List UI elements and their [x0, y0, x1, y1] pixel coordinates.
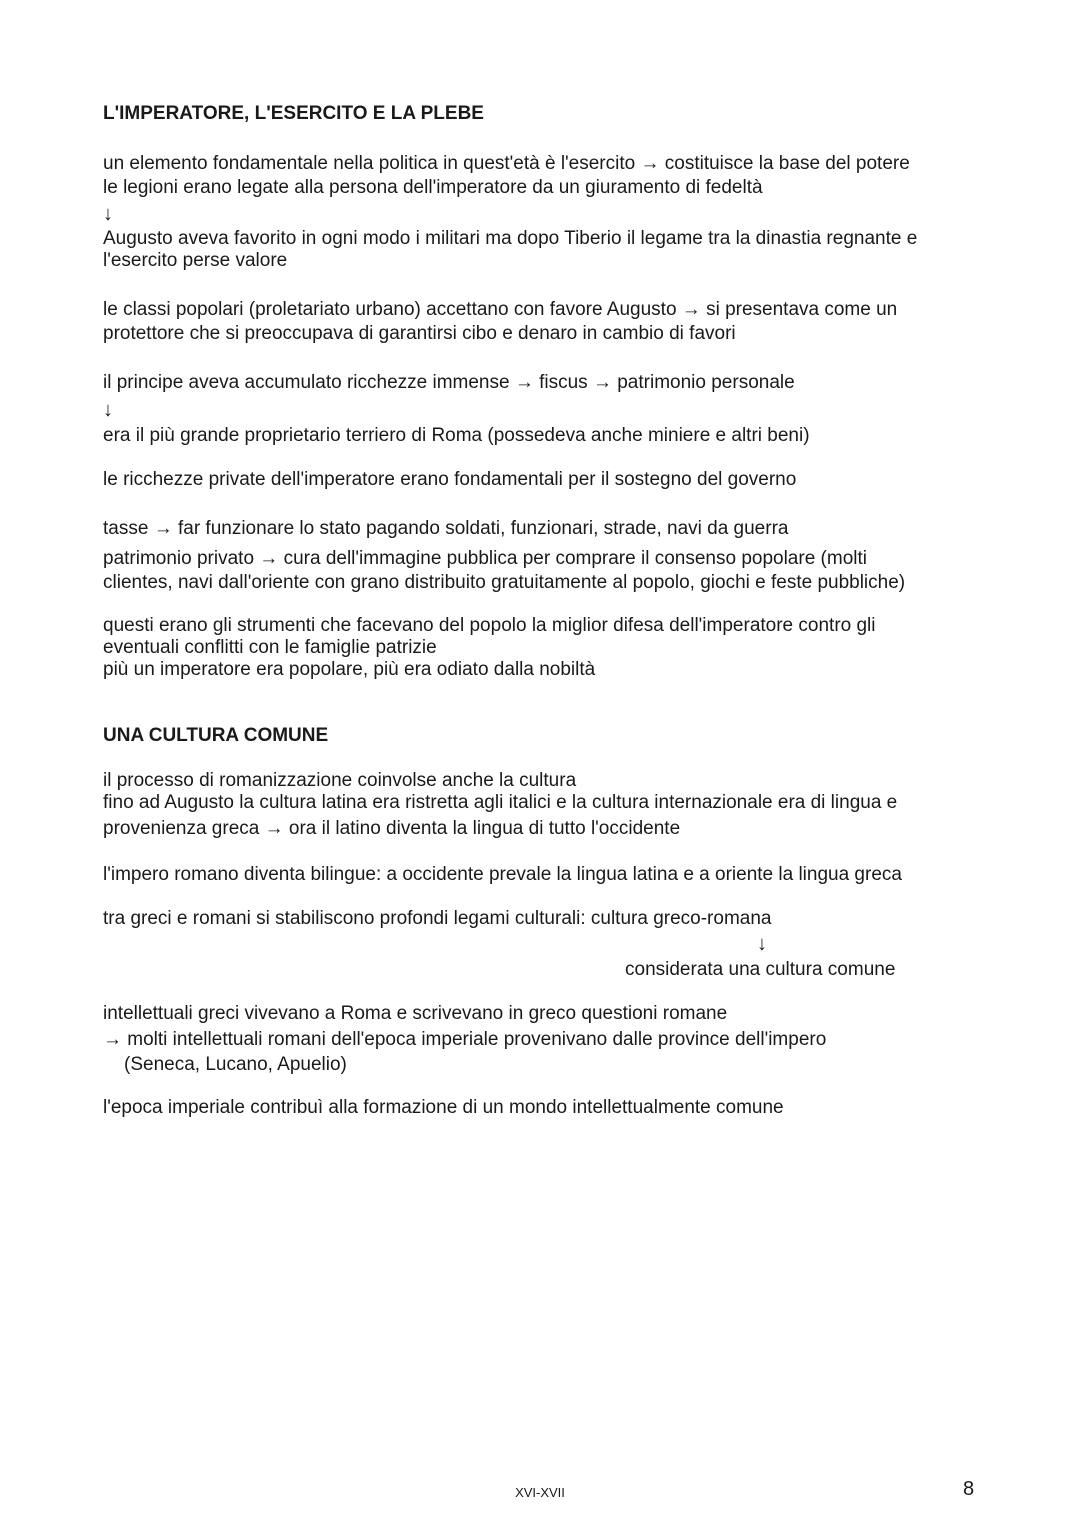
text-line: l'impero romano diventa bilingue: a occidente prevale la lingua latina e a oriente la lingua greca [103, 864, 902, 885]
text-line: l'epoca imperiale contribuì alla formazione di un mondo intellettualmente comune [103, 1097, 784, 1118]
text-line: le ricchezze private dell'imperatore erano fondamentali per il sostegno del governo [103, 469, 797, 490]
text-line: fino ad Augusto la cultura latina era ristretta agli italici e la cultura internazionale era di lingua e [103, 792, 898, 813]
text-line: l'esercito perse valore [103, 250, 288, 271]
down-arrow-icon: ↓ [757, 933, 767, 955]
text-line: (Seneca, Lucano, Apuelio) [124, 1054, 347, 1075]
text-line: questi erano gli strumenti che facevano del popolo la miglior difesa dell'imperatore contro gli [103, 615, 876, 636]
text-line: clientes, navi dall'oriente con grano distribuito gratuitamente al popolo, giochi e feste pubbliche) [103, 572, 906, 593]
footer-label: XVI-XVII [515, 1485, 565, 1500]
text-line: protettore che si preoccupava di garantirsi cibo e denaro in cambio di favori [103, 323, 736, 344]
page-number: 8 [963, 1478, 975, 1500]
text-line: intellettuali greci vivevano a Roma e scrivevano in greco questioni romane [103, 1003, 728, 1024]
text-line: tasse → far funzionare lo stato pagando soldati, funzionari, strade, navi da guerra [103, 518, 789, 539]
text-line: più un imperatore era popolare, più era odiato dalla nobiltà [103, 659, 596, 680]
text-line: un elemento fondamentale nella politica in quest'età è l'esercito → costituisce la base del potere [103, 153, 910, 174]
text-line: era il più grande proprietario terriero di Roma (possedeva anche miniere e altri beni) [103, 425, 810, 446]
text-line: → molti intellettuali romani dell'epoca imperiale provenivano dalle province dell'impero [103, 1029, 827, 1050]
text-line: tra greci e romani si stabiliscono profondi legami culturali: cultura greco-romana [103, 908, 772, 929]
text-line: le classi popolari (proletariato urbano) accettano con favore Augusto → si presentava come un [103, 299, 898, 320]
section-heading: L'IMPERATORE, L'ESERCITO E LA PLEBE [103, 103, 484, 124]
text-line: considerata una cultura comune [625, 959, 896, 980]
text-line: patrimonio privato → cura dell'immagine pubblica per comprare il consenso popolare (molti [103, 548, 867, 569]
text-line: il principe aveva accumulato ricchezze immense → fiscus → patrimonio personale [103, 372, 795, 393]
down-arrow-icon: ↓ [103, 203, 113, 225]
text-line: provenienza greca → ora il latino diventa la lingua di tutto l'occidente [103, 818, 681, 839]
text-line: le legioni erano legate alla persona dell'imperatore da un giuramento di fedeltà [103, 177, 763, 198]
text-line: Augusto aveva favorito in ogni modo i militari ma dopo Tiberio il legame tra la dinastia regnante e [103, 228, 918, 249]
text-line: il processo di romanizzazione coinvolse anche la cultura [103, 770, 577, 791]
section-heading: UNA CULTURA COMUNE [103, 725, 329, 746]
down-arrow-icon: ↓ [103, 399, 113, 421]
text-line: eventuali conflitti con le famiglie patrizie [103, 637, 437, 658]
